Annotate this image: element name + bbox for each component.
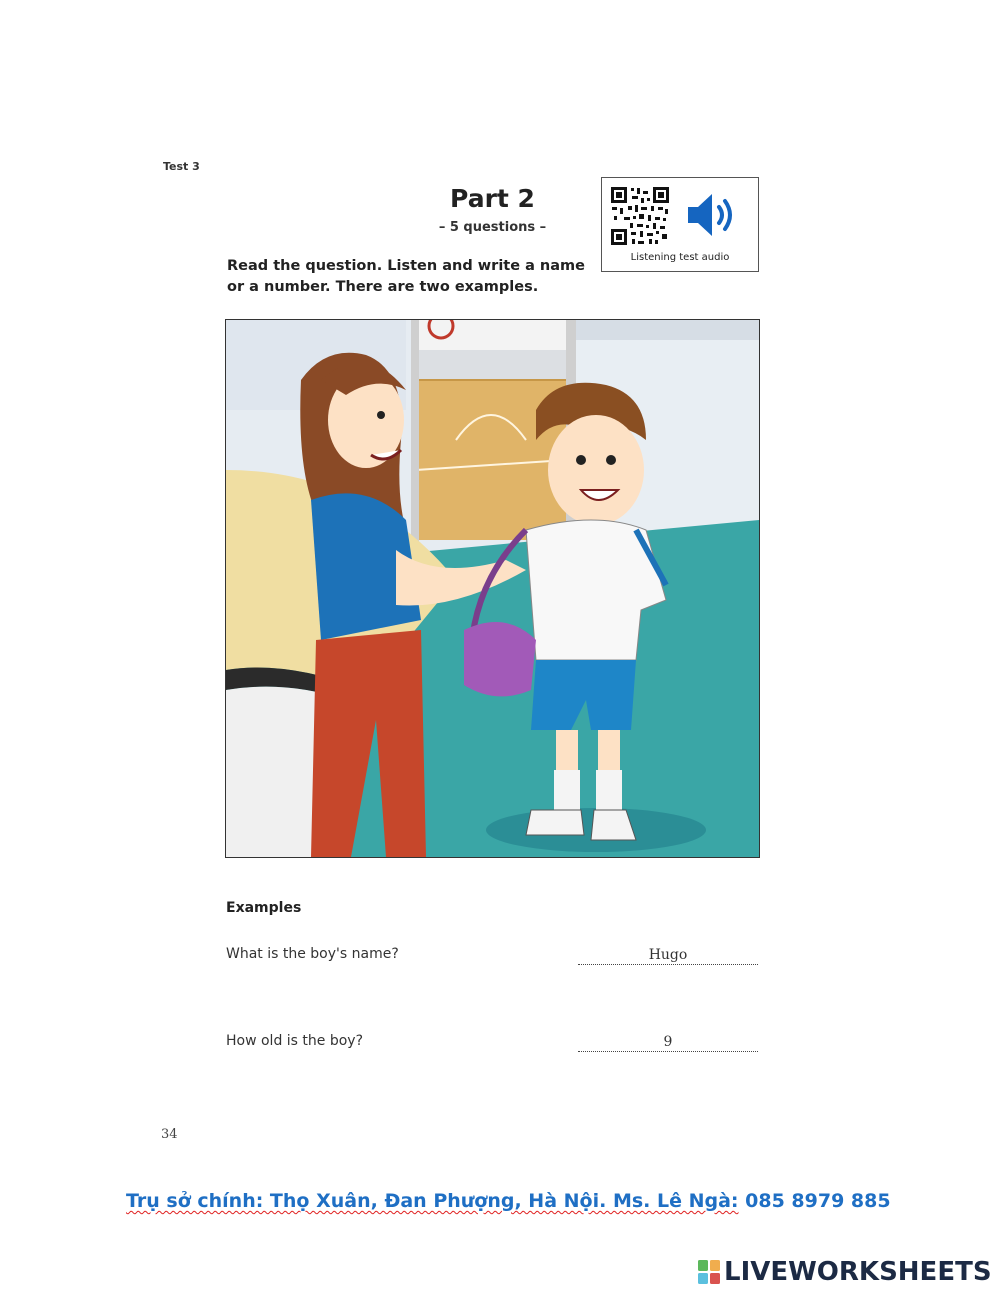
example-answer-line-2[interactable] bbox=[578, 1029, 758, 1052]
illustration bbox=[225, 319, 760, 858]
test-label: Test 3 bbox=[163, 160, 200, 173]
example-question-1: What is the boy's name? bbox=[226, 946, 399, 962]
instructions: Read the question. Listen and write a name or a number. There are two examples. bbox=[227, 258, 585, 295]
audio-box[interactable] bbox=[601, 177, 759, 272]
part-subtitle: – 5 questions – bbox=[438, 220, 547, 235]
examples-heading: Examples bbox=[226, 900, 302, 916]
example-answer-line-1[interactable] bbox=[578, 942, 758, 965]
example-answer-1: Hugo bbox=[648, 947, 688, 963]
footer-contact bbox=[126, 1190, 891, 1212]
example-answer-2: 9 bbox=[663, 1034, 673, 1050]
audio-caption: Listening test audio bbox=[630, 252, 730, 263]
footer-contact-text: Trụ sở chính: Thọ Xuân, Đan Phượng, Hà Nội. Ms. Lê Ngà: bbox=[126, 1190, 739, 1212]
brand-name: LIVEWORKSHEETS bbox=[724, 1257, 992, 1287]
page-number: 34 bbox=[161, 1127, 178, 1142]
example-question-2: How old is the boy? bbox=[226, 1033, 364, 1049]
qr-code-icon[interactable] bbox=[610, 186, 670, 246]
liveworksheets-logo-icon bbox=[698, 1260, 720, 1284]
speaker-icon[interactable] bbox=[686, 190, 744, 240]
footer-phone: 085 8979 885 bbox=[745, 1190, 891, 1212]
gym-scene-illustration bbox=[226, 320, 759, 857]
part-title: Part 2 bbox=[450, 184, 535, 213]
